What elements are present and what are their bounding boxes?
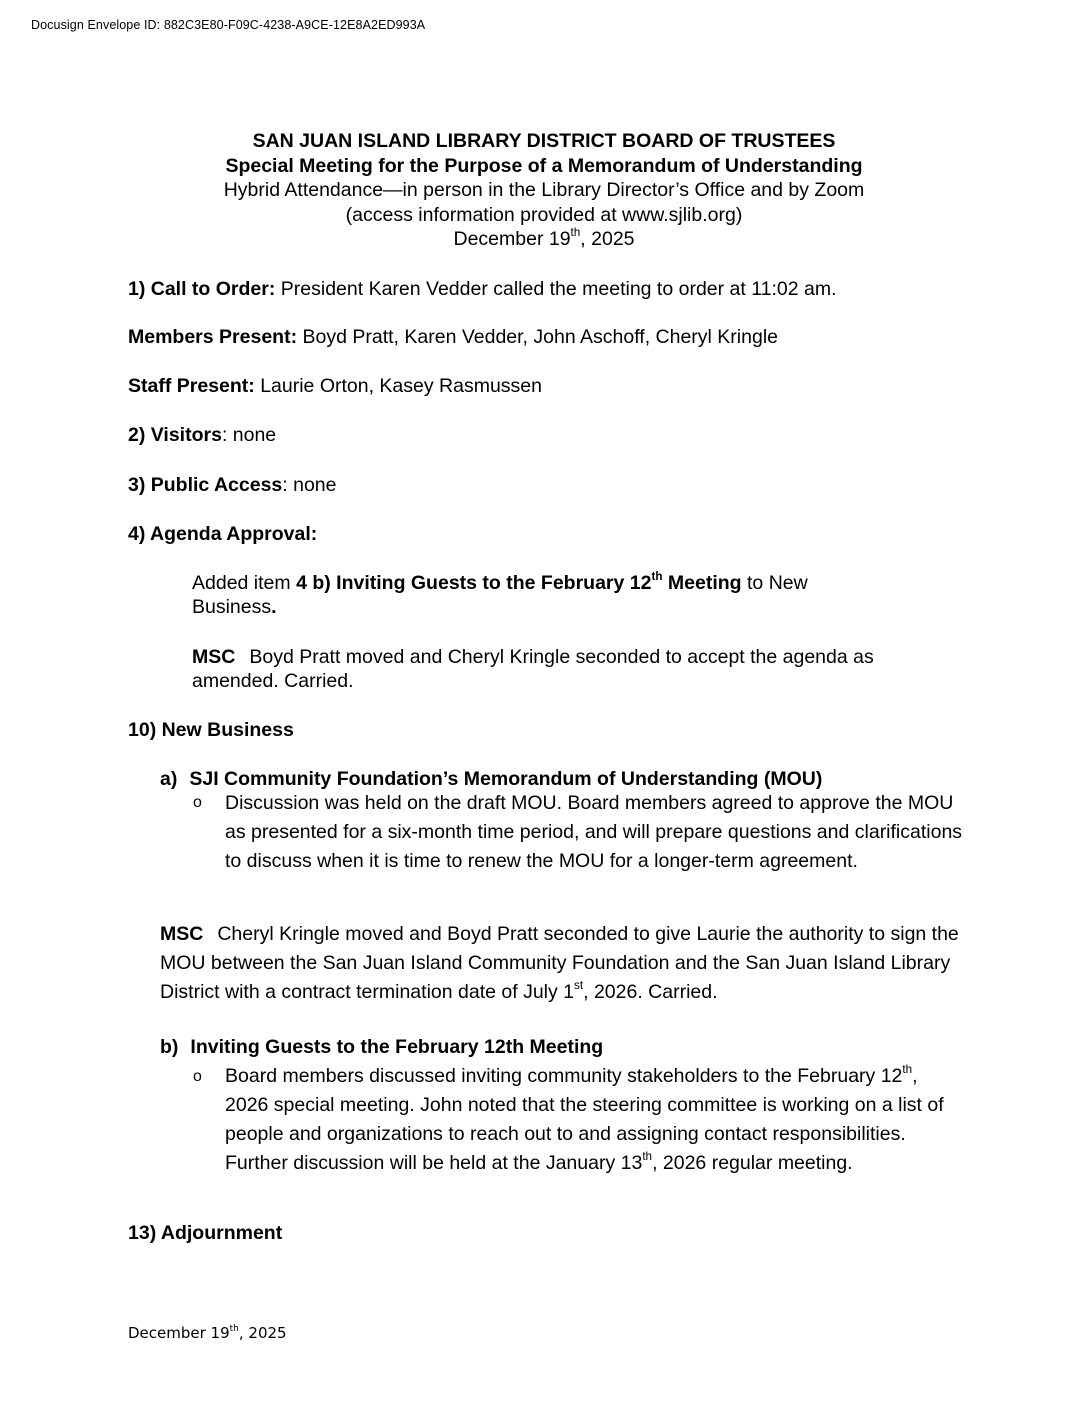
text: , 2026 special meeting. John noted that the steering committee is working on a list of people and organizations to reach out to and assigning contact responsibilities. Further discussion will be held at the January 13 bbox=[225, 1065, 944, 1174]
text: Board members discussed inviting community stakeholders to the February 12 bbox=[225, 1065, 903, 1087]
section-text: President Karen Vedder called the meeting to order at 11:02 am. bbox=[275, 278, 837, 300]
page-footer-date bbox=[128, 1324, 287, 1342]
date-year: , 2025 bbox=[580, 228, 635, 250]
new-business-heading: 10) New Business bbox=[128, 719, 294, 741]
adjournment-heading: 13) Adjournment bbox=[128, 1222, 283, 1244]
section-label: 2) Visitors bbox=[128, 424, 222, 446]
agenda-added-item bbox=[192, 571, 972, 619]
members-present bbox=[128, 325, 778, 349]
ordinal: th bbox=[902, 1063, 913, 1077]
text: , 2026 regular meeting. bbox=[652, 1152, 853, 1174]
attendance-line: Hybrid Attendance—in person in the Library Director’s Office and by Zoom bbox=[223, 179, 865, 201]
section-label: Members Present: bbox=[128, 326, 298, 348]
motion-text-end: , 2026. Carried. bbox=[583, 981, 718, 1003]
msc-label: MSC bbox=[160, 923, 204, 945]
item-marker: a) bbox=[160, 768, 178, 790]
text: Business bbox=[192, 596, 272, 618]
meeting-date bbox=[0, 227, 1088, 252]
hollow-bullet-icon: o bbox=[193, 1068, 202, 1085]
date-text: December 19 bbox=[453, 228, 571, 250]
added-item-title: 4 b) Inviting Guests to the February 12 bbox=[296, 572, 652, 594]
section-text: Laurie Orton, Kasey Rasmussen bbox=[254, 375, 542, 397]
text: . bbox=[271, 596, 277, 618]
date-text: December 19 bbox=[128, 1324, 230, 1342]
docusign-envelope-id: Docusign Envelope ID: 882C3E80-F09C-4238-A9CE-12E8A2ED993A bbox=[31, 18, 426, 32]
section-label: 1) Call to Order: bbox=[128, 278, 276, 300]
motion-text: Cheryl Kringle moved and Boyd Pratt seconded to give Laurie the authority to sign the MOU between the San Juan Island Community Foundation and the San Juan Island Library District with a contract termination date of July 1 bbox=[160, 923, 959, 1003]
item-title: Inviting Guests to the February 12th Meeting bbox=[190, 1036, 604, 1058]
item-a-heading bbox=[160, 767, 822, 791]
item-b-discussion bbox=[225, 1062, 965, 1178]
document-subtitle: Special Meeting for the Purpose of a Memorandum of Understanding bbox=[225, 154, 863, 177]
date-ordinal: th bbox=[229, 1324, 239, 1335]
motion-text: Boyd Pratt moved and Cheryl Kringle seconded to accept the agenda as amended. Carried. bbox=[192, 646, 874, 692]
added-item-title-end: Meeting bbox=[662, 572, 742, 594]
item-a-discussion: Discussion was held on the draft MOU. Board members agreed to approve the MOU as presented for a six-month time period, and will prepare questions and clarifications to discuss when it is time to renew the MOU for a longer-term agreement. bbox=[225, 792, 963, 872]
document-title: SAN JUAN ISLAND LIBRARY DISTRICT BOARD OF TRUSTEES bbox=[252, 130, 836, 152]
visitors bbox=[128, 423, 276, 447]
section-label: 3) Public Access bbox=[128, 474, 283, 496]
section-label: Staff Present: bbox=[128, 375, 255, 397]
item-marker: b) bbox=[160, 1036, 179, 1058]
item-title: SJI Community Foundation’s Memorandum of Understanding (MOU) bbox=[189, 768, 823, 790]
ordinal: st bbox=[574, 979, 584, 993]
agenda-approval-heading: 4) Agenda Approval: bbox=[128, 523, 318, 545]
agenda-motion bbox=[192, 645, 962, 693]
item-b-heading bbox=[160, 1035, 603, 1059]
public-access bbox=[128, 473, 337, 497]
item-a-motion bbox=[160, 920, 965, 1007]
ordinal: th bbox=[642, 1150, 653, 1164]
ordinal: th bbox=[651, 570, 663, 584]
section-text: : none bbox=[282, 474, 337, 496]
section-text: : none bbox=[221, 424, 277, 446]
document-header bbox=[0, 129, 1088, 252]
text: Added item bbox=[192, 572, 297, 594]
section-text: Boyd Pratt, Karen Vedder, John Aschoff, Cheryl Kringle bbox=[297, 326, 778, 348]
hollow-bullet-icon: o bbox=[193, 794, 202, 811]
staff-present bbox=[128, 374, 542, 398]
msc-label: MSC bbox=[192, 646, 236, 668]
text: to New bbox=[741, 572, 808, 594]
access-info-line: (access information provided at www.sjlib.org) bbox=[345, 203, 743, 226]
date-ordinal: th bbox=[570, 226, 581, 240]
call-to-order bbox=[128, 277, 837, 301]
date-year: , 2025 bbox=[238, 1324, 287, 1342]
